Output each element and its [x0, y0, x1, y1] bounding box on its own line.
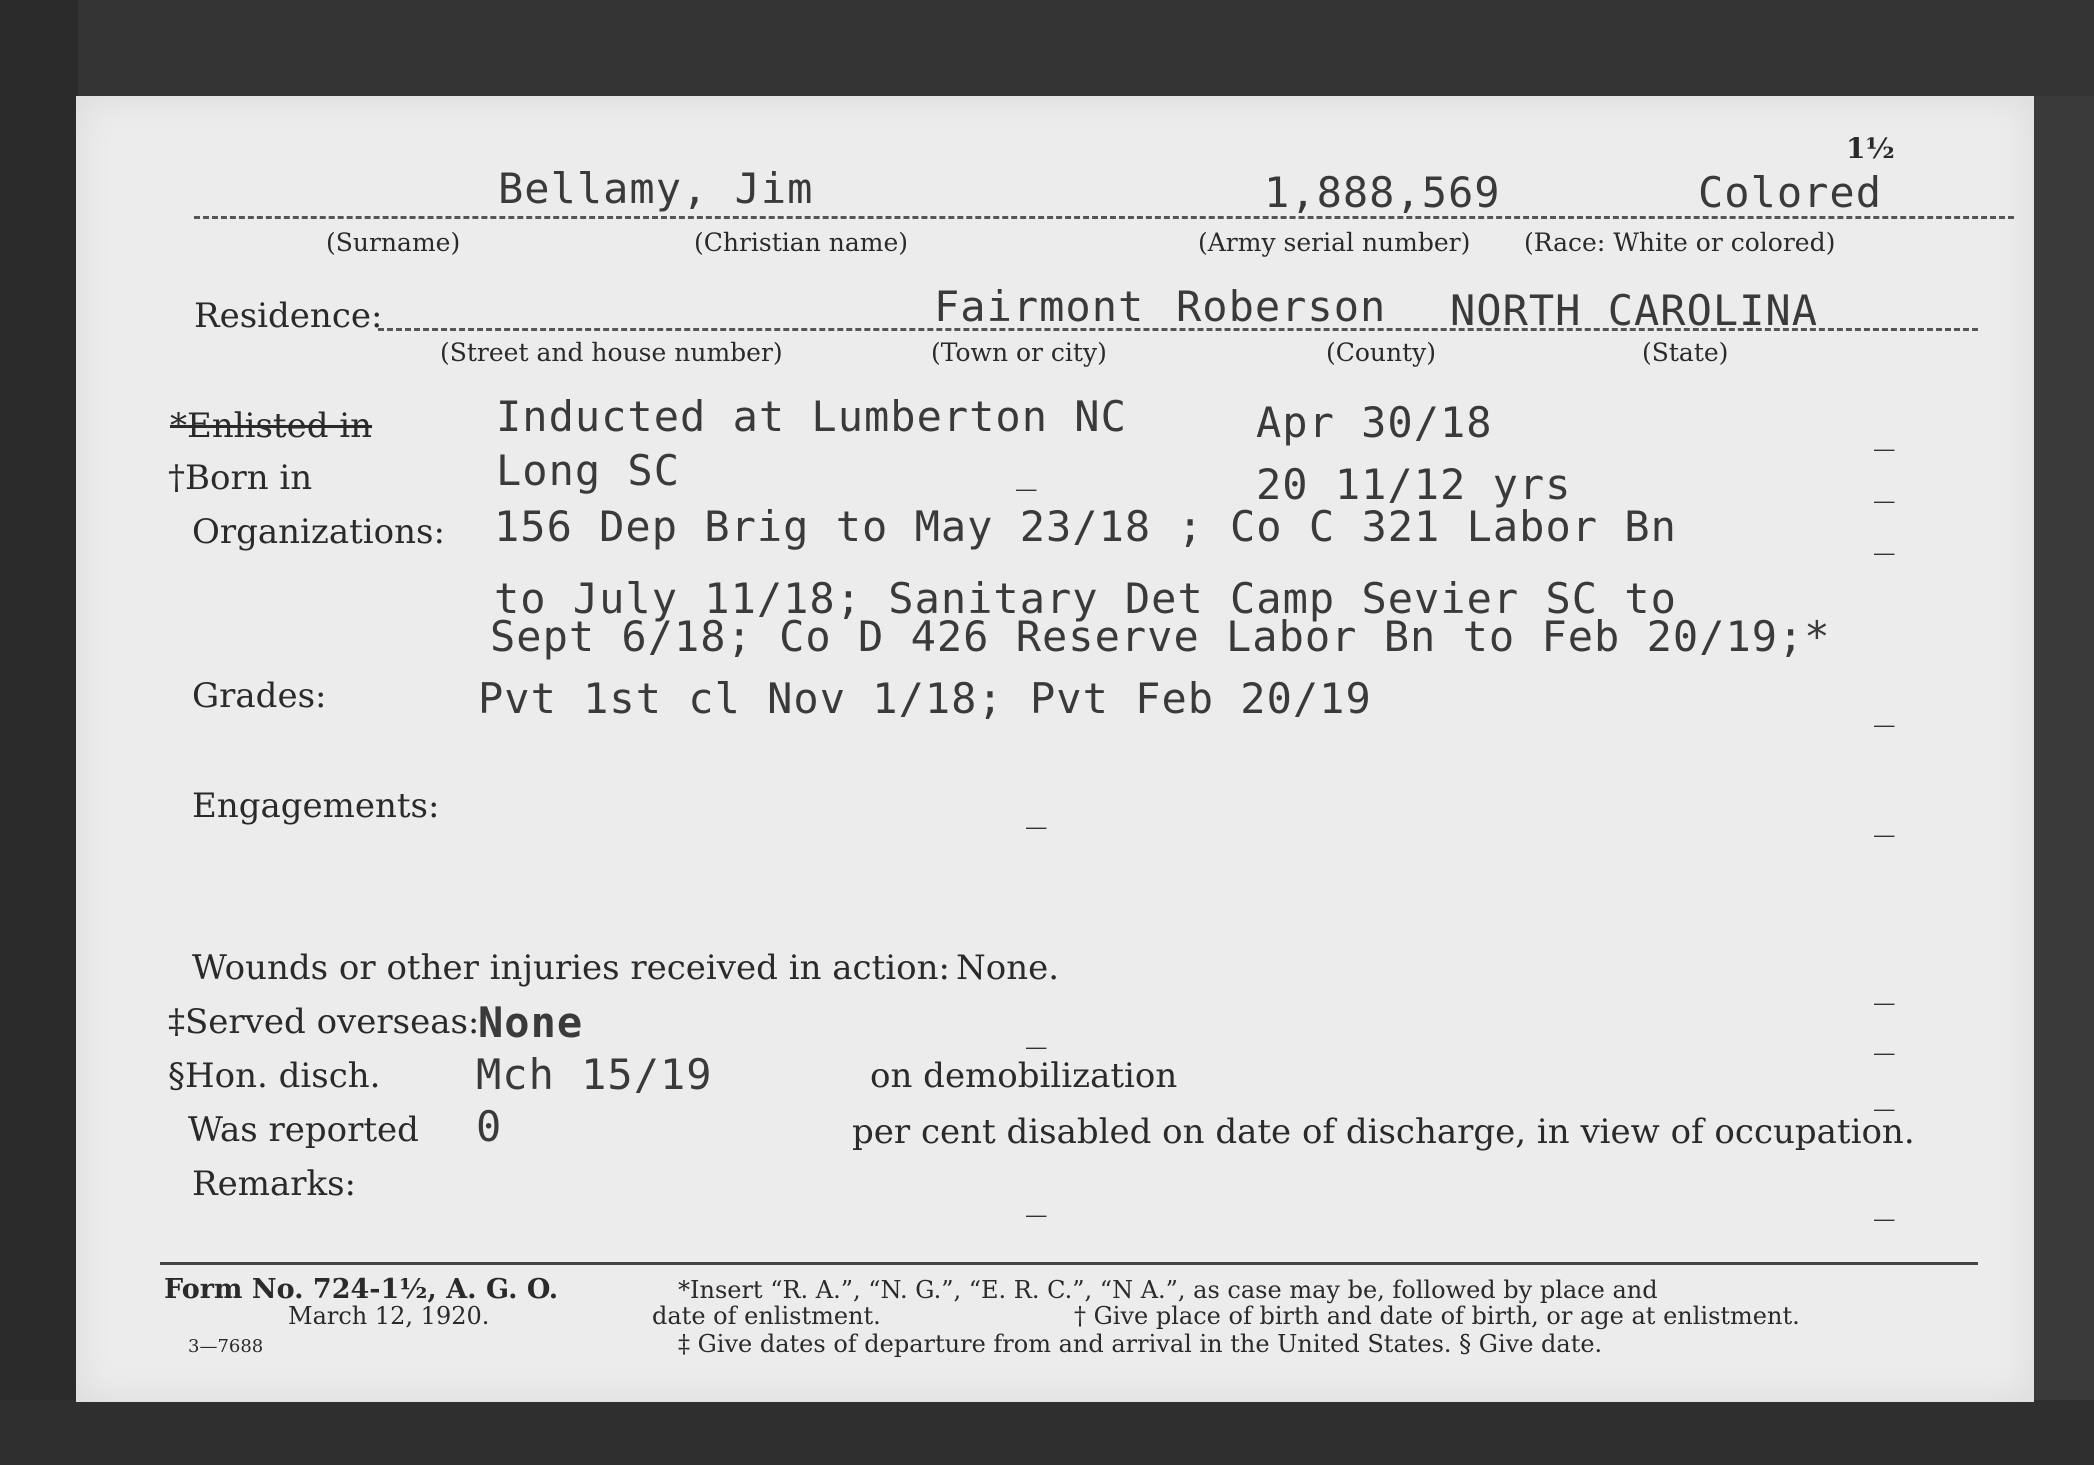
- overseas-dash: _: [1874, 1016, 1895, 1056]
- soldier-name: Bellamy, Jim: [498, 164, 814, 213]
- organizations-line-3: Sept 6/18; Co D 426 Reserve Labor Bn to Feb 20/19;*: [490, 612, 1831, 661]
- caption-town: (Town or city): [931, 338, 1107, 367]
- footnote-birth: † Give place of birth and date of birth, or age at enlistment.: [1074, 1302, 1800, 1330]
- remarks-dash-mid: _: [1026, 1178, 1047, 1218]
- form-date: March 12, 1920.: [288, 1302, 490, 1330]
- enlisted-label: *Enlisted in: [170, 406, 373, 446]
- grades-dash: _: [1874, 688, 1895, 728]
- enlisted-dash: _: [1874, 412, 1895, 452]
- discharge-label: §Hon. disch.: [168, 1056, 381, 1096]
- remarks-label: Remarks:: [192, 1164, 356, 1204]
- race-value: Colored: [1698, 168, 1883, 217]
- footer-rule: [160, 1262, 1978, 1265]
- caption-state: (State): [1642, 338, 1729, 367]
- caption-serial: (Army serial number): [1198, 228, 1471, 257]
- grades-value: Pvt 1st cl Nov 1/18; Pvt Feb 20/19: [478, 674, 1372, 723]
- discharge-dash: _: [1874, 1072, 1895, 1112]
- service-record-card: [76, 96, 2034, 1402]
- reported-label: Was reported: [188, 1110, 419, 1150]
- scan-background-left: [0, 0, 78, 1465]
- engagements-label: Engagements:: [192, 786, 440, 826]
- overseas-value: None: [478, 998, 584, 1047]
- engagements-dash: _: [1874, 798, 1895, 838]
- caption-race: (Race: White or colored): [1524, 228, 1836, 257]
- grades-label: Grades:: [192, 676, 327, 716]
- engagements-dash-mid: _: [1026, 790, 1047, 830]
- caption-street: (Street and house number): [440, 338, 783, 367]
- residence-town: Fairmont: [934, 282, 1145, 331]
- discharge-note: on demobilization: [870, 1056, 1178, 1096]
- born-age: 20 11/12 yrs: [1256, 460, 1572, 509]
- reported-value: 0: [476, 1102, 503, 1151]
- scan-background-bottom: [0, 1400, 2094, 1465]
- caption-christian-name: (Christian name): [694, 228, 909, 257]
- footnote-date-of-enlistment: date of enlistment.: [652, 1302, 881, 1330]
- born-value: Long SC: [496, 446, 681, 495]
- caption-county: (County): [1326, 338, 1437, 367]
- organizations-line-1: 156 Dep Brig to May 23/18 ; Co C 321 Labor Bn: [494, 502, 1677, 551]
- form-number: Form No. 724-1½, A. G. O.: [164, 1274, 559, 1305]
- residence-label: Residence:: [194, 296, 383, 336]
- born-dash: _: [1874, 464, 1895, 504]
- overseas-label: ‡Served overseas:: [168, 1002, 480, 1042]
- enlisted-date: Apr 30/18: [1256, 398, 1493, 447]
- discharge-date: Mch 15/19: [476, 1050, 713, 1099]
- corner-mark: 1½: [1846, 132, 1895, 165]
- overseas-dash-mid: _: [1026, 1010, 1047, 1050]
- wounds-label: Wounds or other injuries received in action:: [192, 948, 950, 988]
- organizations-label: Organizations:: [192, 512, 445, 552]
- born-dash-mid: _: [1016, 452, 1037, 492]
- remarks-dash: _: [1874, 1182, 1895, 1222]
- born-label: †Born in: [168, 458, 313, 498]
- enlisted-value: Inducted at Lumberton NC: [496, 392, 1127, 441]
- print-code: 3—7688: [188, 1336, 264, 1357]
- wounds-value: None.: [956, 948, 1060, 988]
- reported-note: per cent disabled on date of discharge, in view of occupation.: [852, 1112, 1915, 1152]
- army-serial-number: 1,888,569: [1264, 168, 1501, 217]
- footnote-dates: ‡ Give dates of departure from and arrival in the United States. § Give date.: [678, 1330, 1603, 1358]
- residence-county: Roberson: [1176, 282, 1387, 331]
- organizations-line-2: to July 11/18; Sanitary Det Camp Sevier SC to: [494, 574, 1677, 623]
- header-dotted-line: [194, 216, 2014, 219]
- caption-surname: (Surname): [326, 228, 461, 257]
- footnote-insert: *Insert “R. A.”, “N. G.”, “E. R. C.”, “N A.”, as case may be, followed by place and: [678, 1276, 1658, 1304]
- residence-state: NORTH CAROLINA: [1450, 286, 1819, 335]
- organizations-dash: _: [1874, 516, 1895, 556]
- scan-background-top: [0, 0, 2094, 96]
- wounds-dash: _: [1874, 966, 1895, 1006]
